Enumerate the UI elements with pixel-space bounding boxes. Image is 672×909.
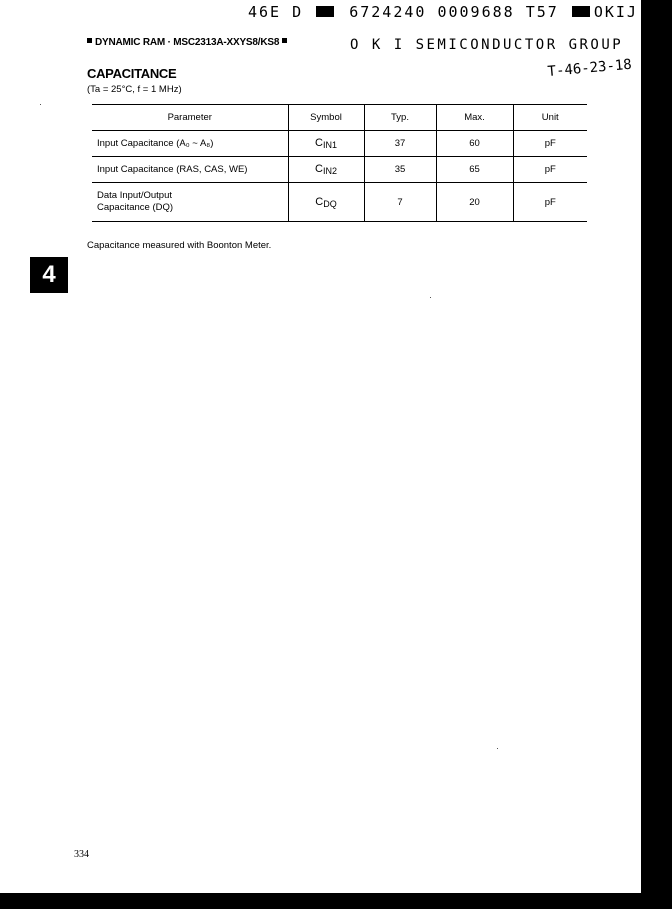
symbol-subscript: DQ: [323, 198, 337, 209]
header-symbol: Symbol: [288, 105, 364, 131]
table-row: [92, 131, 587, 157]
scan-border-bottom: [0, 893, 672, 909]
running-head-text: DYNAMIC RAM · MSC2313A-XXYS8/KS8: [95, 37, 280, 48]
table-row: [92, 183, 587, 222]
scan-header-line: [248, 2, 648, 22]
stamp-code: T-46-23-18: [547, 56, 633, 80]
scan-code-2: 6724240 0009688 T57: [349, 3, 559, 21]
symbol-main: C: [315, 163, 323, 175]
symbol-main: C: [315, 137, 323, 149]
scan-speck: [497, 748, 498, 749]
square-bullet-icon: [87, 38, 92, 43]
cell-max: 20: [436, 183, 513, 222]
test-conditions: (Ta = 25°C, f = 1 MHz): [87, 84, 182, 95]
header-typ: Typ.: [364, 105, 436, 131]
symbol-subscript: IN1: [322, 140, 337, 150]
cell-max: 60: [436, 131, 513, 157]
header-parameter: Parameter: [167, 112, 212, 123]
capacitance-table: [92, 104, 587, 222]
symbol-main: C: [315, 195, 324, 208]
group-title: O K I SEMICONDUCTOR GROUP: [350, 37, 624, 53]
cell-parameter: Input Capacitance (A₀ ~ A₈): [97, 137, 214, 149]
scan-code-3: OKIJ: [593, 3, 638, 21]
cell-unit: pF: [513, 131, 587, 157]
scan-speck: [40, 104, 41, 105]
page-number: 334: [74, 849, 89, 860]
cell-typ: 37: [364, 131, 436, 157]
square-bullet-icon: [282, 38, 287, 43]
cell-parameter: Input Capacitance (RAS, CAS, WE): [97, 163, 248, 175]
cell-symbol: [288, 183, 364, 222]
cell-parameter: [92, 183, 288, 222]
measurement-note: Capacitance measured with Boonton Meter.: [87, 240, 272, 251]
scan-speck: [430, 297, 431, 298]
section-title: CAPACITANCE: [87, 66, 177, 81]
cell-unit: pF: [513, 183, 587, 222]
running-head: [87, 37, 287, 48]
cell-typ: 35: [364, 157, 436, 183]
cell-max: 65: [436, 157, 513, 183]
table-row: [92, 157, 587, 183]
table-header-row: [92, 105, 587, 131]
scan-border-right: [641, 0, 672, 909]
black-block-mark: [316, 6, 334, 17]
cell-unit: pF: [513, 157, 587, 183]
scan-code-1: 46E D: [248, 3, 304, 21]
section-tab-marker: 4: [30, 257, 68, 293]
parameter-line-1: Data Input/Output: [97, 190, 172, 201]
cell-symbol: [288, 157, 364, 183]
header-unit: Unit: [513, 105, 587, 131]
header-max: Max.: [436, 105, 513, 131]
cell-symbol: [288, 131, 364, 157]
cell-typ: 7: [364, 183, 436, 222]
symbol-subscript: IN2: [322, 166, 337, 176]
parameter-line-2: Capacitance (DQ): [97, 202, 174, 213]
black-block-mark: [572, 6, 590, 17]
